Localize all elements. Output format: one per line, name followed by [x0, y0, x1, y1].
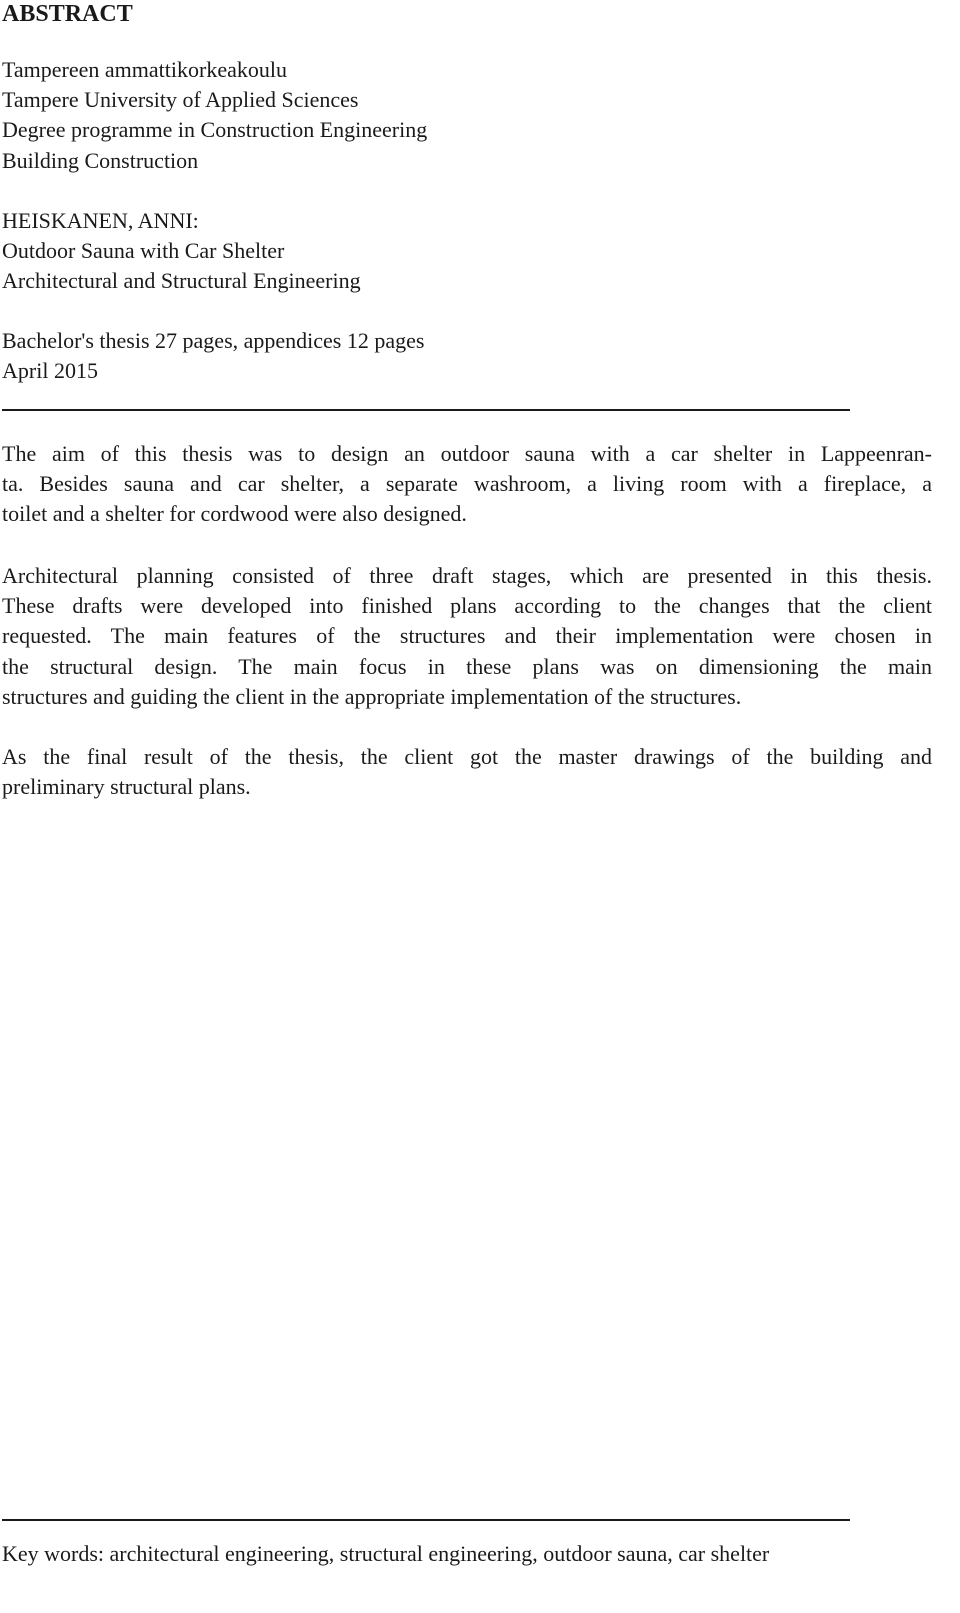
paragraph-line: toilet and a shelter for cordwood were also designed.: [2, 501, 467, 527]
paragraph-line: structures and guiding the client in the appropriate implementation of the structures.: [2, 683, 742, 709]
paragraph-line: requested. The main features of the structures and their implementation were chosen in: [2, 623, 932, 649]
institution-block: [2, 55, 427, 176]
thesis-date: April 2015: [2, 358, 98, 384]
abstract-paragraph-3: [2, 742, 932, 802]
paragraph-line: ta. Besides sauna and car shelter, a separate washroom, a living room with a fireplace, a: [2, 471, 932, 497]
thesis-pages: Bachelor's thesis 27 pages, appendices 12 pages: [2, 328, 425, 353]
institution-line: Degree programme in Construction Engineering: [2, 117, 428, 143]
institution-line: Tampereen ammattikorkeakoulu: [2, 57, 287, 82]
author-name: HEISKANEN, ANNI:: [2, 208, 199, 233]
keywords-line: Key words: architectural engineering, structural engineering, outdoor sauna, car shelter: [2, 1541, 770, 1566]
institution-line: Tampere University of Applied Sciences: [2, 87, 359, 113]
top-divider: [2, 409, 850, 411]
abstract-paragraph-1: [2, 439, 932, 530]
bottom-divider: [2, 1519, 850, 1521]
thesis-info-block: [2, 326, 424, 386]
page-title: ABSTRACT: [2, 1, 133, 27]
paragraph-line: preliminary structural plans.: [2, 774, 251, 800]
paragraph-line: the structural design. The main focus in these plans was on dimensioning the main: [2, 653, 932, 679]
paragraph-line: These drafts were developed into finished plans according to the changes that the client: [2, 593, 932, 619]
paragraph-line: The aim of this thesis was to design an outdoor sauna with a car shelter in Lappeenran-: [2, 441, 932, 466]
institution-line: Building Construction: [2, 147, 199, 173]
paragraph-line: As the final result of the thesis, the client got the master drawings of the building and: [2, 744, 932, 769]
paragraph-line: Architectural planning consisted of three draft stages, which are presented in this thesis.: [2, 563, 932, 588]
thesis-subtitle: Architectural and Structural Engineering: [2, 268, 361, 294]
abstract-paragraph-2: [2, 561, 932, 712]
thesis-title: Outdoor Sauna with Car Shelter: [2, 238, 285, 264]
author-block: [2, 206, 361, 297]
